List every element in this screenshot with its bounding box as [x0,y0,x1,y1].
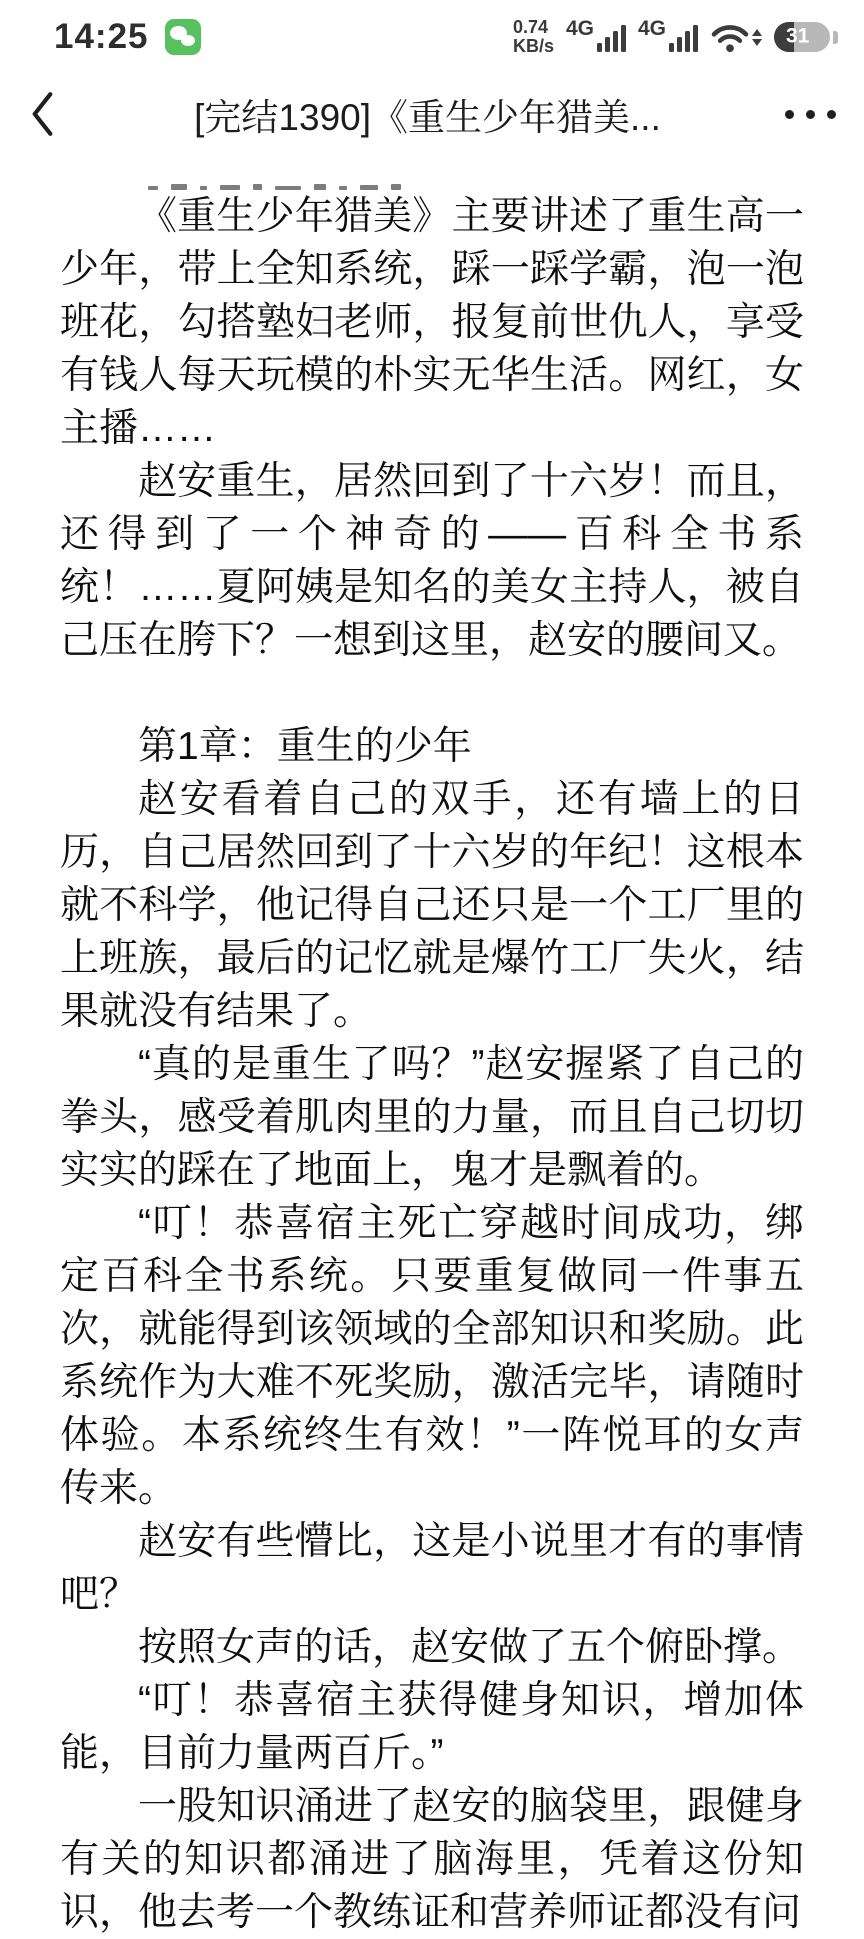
signal-sim1 [566,18,626,56]
wifi-icon [710,21,762,53]
network-speed-value: 0.74 [512,17,548,37]
signal-sim2 [638,18,698,56]
reader-header [0,64,864,164]
battery-percent: 31 [786,24,810,48]
sim1-network-type: 4G [565,17,594,40]
wechat-bubble-small-icon [181,35,195,46]
paragraph: “真的是重生了吗？”赵安握紧了自己的拳头，感受着肌肉里的力量，而且自己切切实实的踩在了地面上，鬼才是飘着的。 [60,1043,804,1192]
paragraph: 赵安看着自己的双手，还有墙上的日历，自己居然回到了十六岁的年纪！这根本就不科学，他记得自己还只是一个工厂里的上班族，最后的记忆就是爆竹工厂失火，结果就没有结果了。 [60,778,804,1033]
clipped-text-line [148,178,804,190]
paragraph: 赵安有些懵比，这是小说里才有的事情吧？ [60,1520,804,1616]
battery-nub-icon [833,31,838,44]
paragraph: 《重生少年猎美》主要讲述了重生高一少年，带上全知系统，踩一踩学霸，泡一泡班花，勾搭塾妇老师，报复前世仇人，享受有钱人每天玩模的朴实无华生活。网红，女主播…… [60,195,804,450]
status-bar [0,0,864,64]
chapter-heading: 第1章：重生的少年 [138,725,472,768]
content-area[interactable] [0,178,864,1939]
status-indicators [513,18,838,56]
network-speed-unit: KB/s [512,36,554,56]
paragraph: “叮！恭喜宿主死亡穿越时间成功，绑定百科全书系统。只要重复做同一件事五次，就能得到该领域的全部知识和奖励。此系统作为大难不死奖励，激活完毕，请随时体验。本系统终生有效！”一阵悦耳的女声传来。 [60,1202,804,1510]
wifi-traffic-arrows-icon [752,29,762,46]
signal-bars-icon [597,18,626,52]
clock-time: 14:25 [54,17,149,56]
wifi-arcs-icon [710,21,750,53]
more-menu-button[interactable] [785,104,836,125]
paragraph: 赵安重生，居然回到了十六岁！而且，还得到了一个神奇的——百科全书系统！……夏阿姨是知名的美女主持人，被自己压在胯下？一想到这里，赵安的腰间又。 [60,460,804,662]
network-speed [513,18,554,56]
more-dots-icon [827,110,836,119]
paragraph: “叮！恭喜宿主获得健身知识，增加体能，目前力量两百斤。” [60,1679,804,1775]
signal-bars-icon [669,18,698,52]
more-dots-icon [806,110,815,119]
more-dots-icon [785,110,794,119]
chevron-left-icon [26,89,58,139]
sim2-network-type: 4G [637,17,666,40]
wechat-icon [165,19,201,55]
paragraph: 一股知识涌进了赵安的脑袋里，跟健身有关的知识都涌进了脑海里，凭着这份知识，他去考一个教练证和营养师证都没有问 [60,1785,804,1934]
paragraph: 按照女声的话，赵安做了五个俯卧撑。 [138,1626,802,1669]
back-button[interactable] [26,87,70,141]
battery-icon [774,22,830,52]
page-title: [完结1390]《重生少年猎美... [194,97,661,138]
